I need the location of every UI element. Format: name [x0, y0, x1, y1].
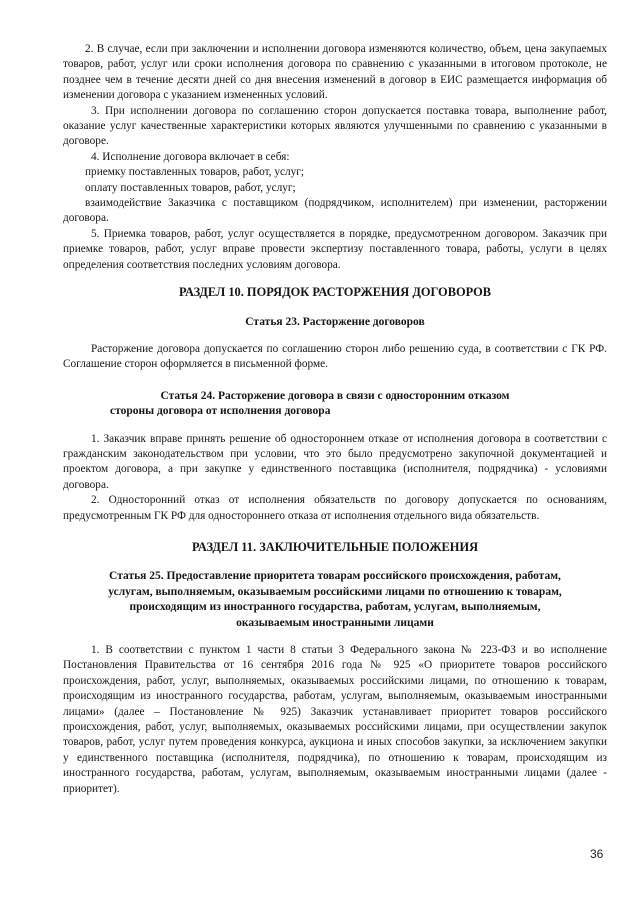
list-item: оплату поставленных товаров, работ, услуг; [85, 181, 296, 194]
article-25-title-line: происходящим из иностранного государства, работам, услугам, выполняемым, [129, 601, 541, 614]
paragraph-3: 3. При исполнении договора по соглашению сторон допускается поставка товара, выполнение работ, оказание услуг качественные характеристики которых являются улучшенными по сравнению с указанными в договоре. [63, 104, 607, 148]
article-24-paragraph-2: 2. Односторонний отказ от исполнения обязательств по договору допускается по основаниям, предусмотренным ГК РФ для одностороннего отказа от исполнения отдельного вида обязательств. [63, 494, 607, 522]
document-body [63, 42, 607, 797]
article-25-title-line: Статья 25. Предоставление приоритета товарам российского происхождения, работам, [109, 570, 561, 583]
article-24-paragraph-1: 1. Заказчик вправе принять решение об одностороннем отказе от исполнения договора в соответствии с гражданским законодательством при условии, что это было предусмотрено закупочной документацией и проектом договора, а при закупке у единственного поставщика (исполнителя, подрядчика) - условиями договора. [63, 432, 607, 491]
article-25-title-line: оказываемым иностранными лицами [236, 616, 434, 629]
article-24-title-line: Статья 24. Расторжение договора в связи с односторонним отказом [160, 389, 510, 402]
paragraph-5: 5. Приемка товаров, работ, услуг осуществляется в порядке, предусмотренном договором. Заказчик при приемке товаров, работ, услуг вправе провести экспертизу поставленного товара, работы, услуги в целях определения соответствия последних условиям договора. [63, 227, 607, 271]
list-item: приемку поставленных товаров, работ, услуг; [85, 166, 305, 179]
article-23-title: Статья 23. Расторжение договоров [245, 315, 425, 328]
paragraph-2: 2. В случае, если при заключении и исполнении договора изменяются количество, объем, цена закупаемых товаров, работ, услуг или сроки исполнения договора по сравнению с указанными в итоговом протоколе, не позднее чем в течение десяти дней со дня внесения изменений в договор в ЕИС размещается информация об изменении договора с указанием измененных условий. [63, 43, 607, 102]
article-25-title-line: услугам, выполняемым, оказываемым российскими лицами по отношению к товарам, [108, 585, 562, 598]
section-10-title: РАЗДЕЛ 10. ПОРЯДОК РАСТОРЖЕНИЯ ДОГОВОРОВ [178, 285, 491, 300]
section-11-title: РАЗДЕЛ 11. ЗАКЛЮЧИТЕЛЬНЫЕ ПОЛОЖЕНИЯ [191, 539, 479, 554]
article-25-paragraph-1: 1. В соответствии с пунктом 1 части 8 статьи 3 Федерального закона № 223-ФЗ и во исполнение Постановления Правительства от 16 сентября 2016 года № 925 «О приоритете товаров российского происхождения, работ, услуг, выполняемых, оказываемых российскими лицами, по отношению к товарам, происходящим из иностранного государства, работам, услугам, выполняемым, оказываемым иностранными лицами» (далее – Постановление № 925) Заказчик устанавливает приоритет товаров российского происхождения, работ, услуг, выполняемых, оказываемых российскими лицами, при осуществлении закупок товаров, работ, услуг путем проведения конкурса, аукциона и иных способов закупки, за исключением закупки у единственного поставщика (исполнителя, подрядчика), по отношению к товарам, происходящим из иностранного государства, работам, услугам, выполняемым, оказываемым иностранными лицами (далее - приоритет). [63, 644, 607, 795]
page-number: 36 [590, 847, 604, 861]
list-item: взаимодействие Заказчика с поставщиком (подрядчиком, исполнителем) при изменении, расторжении договора. [63, 197, 607, 225]
article-25-title [63, 569, 607, 631]
article-23-text: Расторжение договора допускается по соглашению сторон либо решению суда, в соответствии с ГК РФ. Соглашение сторон оформляется в письменной форме. [63, 342, 607, 371]
article-24-title [63, 389, 607, 420]
article-24-title-line: стороны договора от исполнения договора [110, 405, 331, 418]
paragraph-4: 4. Исполнение договора включает в себя: [91, 150, 290, 163]
